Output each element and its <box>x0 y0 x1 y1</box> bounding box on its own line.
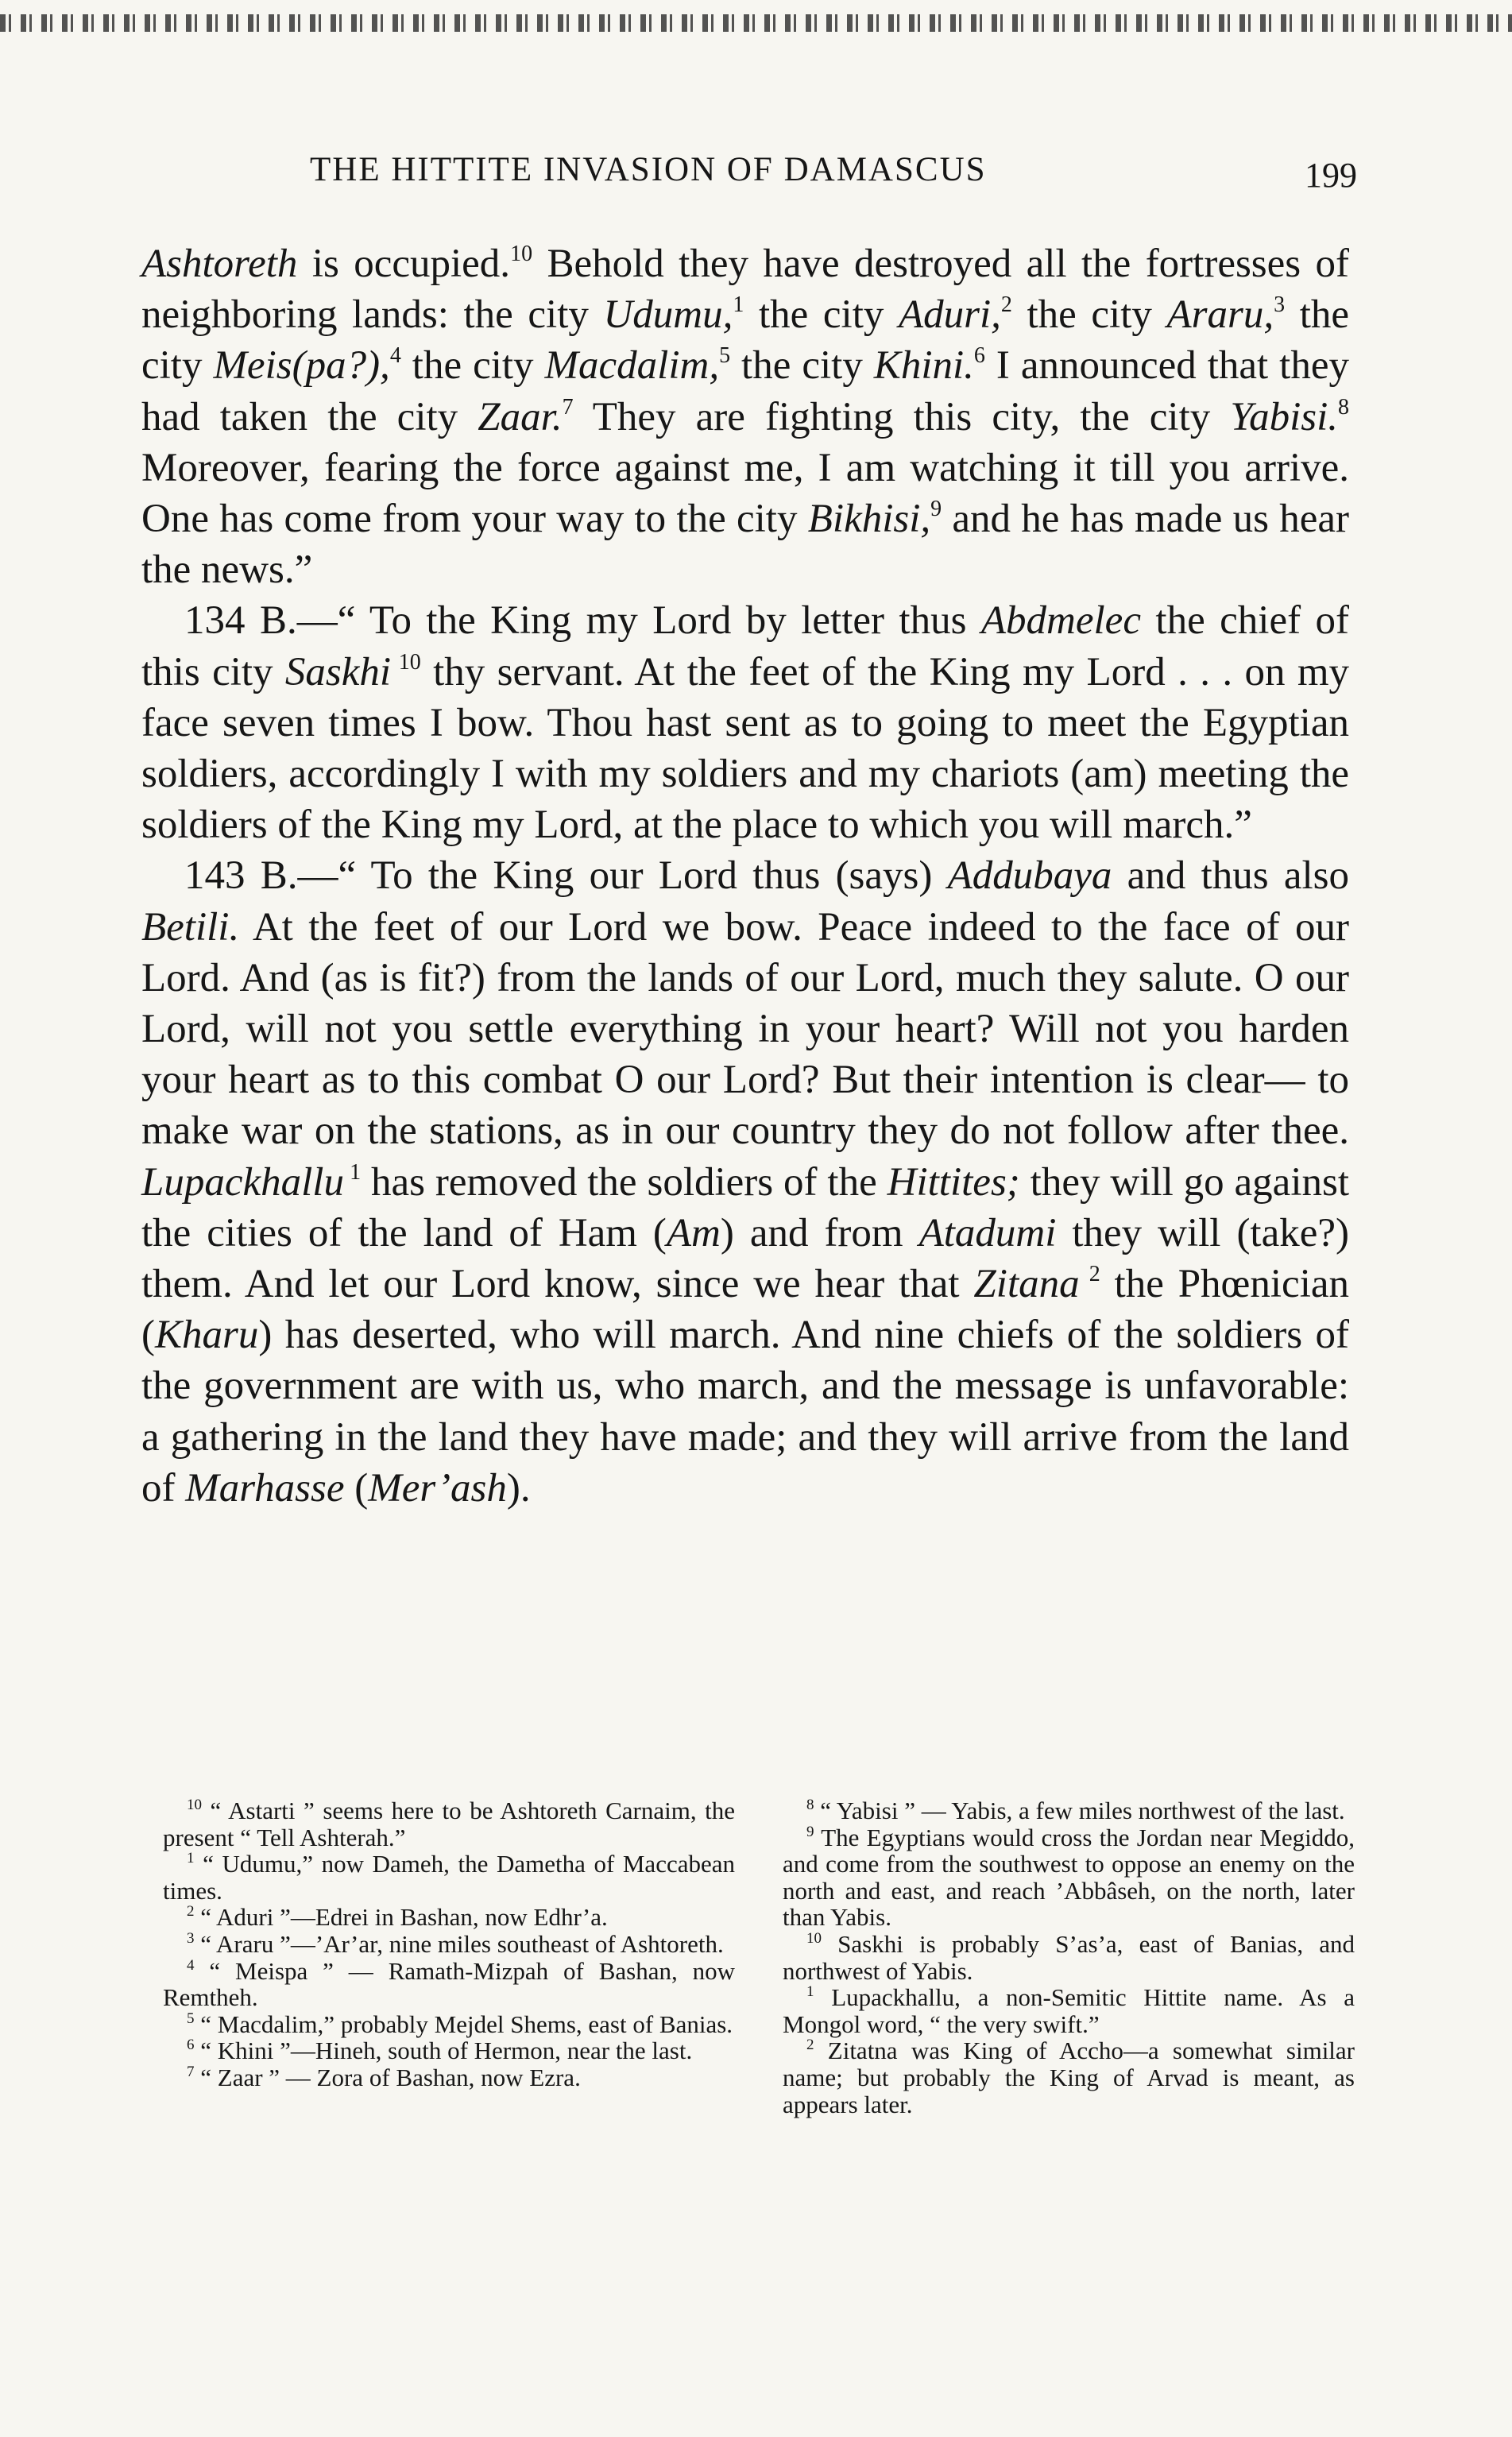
footnote-number: 7 <box>187 2063 195 2080</box>
text-run: ) has deserted, who will march. And nine chiefs of the soldiers of the government are with us, who march, and the message is unfavorable: a gathering in the land they have made; and they will arrive from the land of <box>141 1313 1349 1511</box>
text-run: they will go against the cities of the land of Ham ( <box>141 1159 1349 1255</box>
footnote-text: Lupackhallu, a non-Semitic Hittite name. As a Mongol word, “ the very swift.” <box>783 1983 1355 2038</box>
text-run: Behold they have destroyed all the fortresses of neighboring lands: the city <box>141 242 1349 338</box>
text-run: ( <box>344 1465 369 1511</box>
text-run: the city <box>1011 292 1167 338</box>
footnote-ref: 6 <box>973 343 985 369</box>
footnote-number: 6 <box>187 2037 195 2054</box>
footnote-ref: 7 <box>562 394 574 420</box>
footnote-number: 2 <box>806 2037 814 2054</box>
footnote <box>783 1931 1355 1984</box>
italic-term: Zaar. <box>478 394 563 439</box>
footnote-text: “ Yabisi ” — Yabis, a few miles northwest of the last. <box>814 1797 1345 1824</box>
italic-term: Ashtoreth <box>141 242 298 286</box>
italic-term: Kharu <box>154 1313 259 1358</box>
footnote-text: Zitatna was King of Accho—a somewhat similar name; but probably the King of Arvad is meant, as appears later. <box>783 2037 1355 2118</box>
footnote-text: “ Udumu,” now Dameh, the Dametha of Maccabean times. <box>163 1850 735 1905</box>
footnotes-left-column <box>163 1797 735 2091</box>
paragraph <box>141 850 1349 1514</box>
italic-term: Betili. <box>141 904 240 950</box>
text-run: and thus also <box>1112 853 1349 899</box>
italic-term: Araru, <box>1166 292 1274 338</box>
footnote-ref: 1 <box>733 292 744 318</box>
footnote-ref: 3 <box>1274 292 1286 318</box>
text-run: the city <box>744 292 899 338</box>
paragraph <box>141 238 1349 595</box>
italic-term: Mer’ash <box>368 1465 507 1511</box>
footnote <box>163 1904 735 1931</box>
footnote-ref: 8 <box>1338 394 1350 420</box>
footnote-number: 10 <box>187 1797 202 1813</box>
body-text <box>141 238 1349 1514</box>
footnote-number: 2 <box>187 1903 195 1921</box>
footnote-number: 1 <box>187 1850 195 1867</box>
footnote-ref: 2 <box>1000 292 1012 318</box>
footnote-text: “ Astarti ” seems here to be Ashtoreth Carnaim, the present “ Tell Ashterah.” <box>163 1797 735 1851</box>
italic-term: Am <box>666 1210 721 1255</box>
text-run: They are fighting this city, the city <box>573 394 1231 439</box>
footnote-text: “ Macdalim,” probably Mejdel Shems, east of Banias. <box>194 2010 733 2038</box>
footnote-text: “ Zaar ” — Zora of Bashan, now Ezra. <box>194 2063 581 2091</box>
italic-term: Yabisi. <box>1230 394 1339 439</box>
footnote-ref: 1 <box>343 1159 362 1185</box>
italic-term: Lupackhallu <box>141 1159 344 1205</box>
italic-term: Abdmelec <box>980 598 1141 644</box>
footnote-ref: 10 <box>391 649 421 675</box>
footnote <box>783 1797 1355 1824</box>
footnote-text: The Egyptians would cross the Jordan near Megiddo, and come from the southwest to oppose an enemy on the north and east, and reach ’Abbâseh, on the north, later than Yabis. <box>783 1823 1355 1932</box>
footnote-ref: 2 <box>1079 1262 1100 1287</box>
text-run: the chief of this city <box>141 598 1349 694</box>
footnote-number: 3 <box>187 1929 195 1947</box>
text-run: I announced that they had taken the city <box>141 343 1349 439</box>
footnote-number: 10 <box>806 1929 822 1947</box>
page-number: 199 <box>1305 156 1357 195</box>
text-run: the city <box>400 343 545 389</box>
footnote-number: 8 <box>806 1797 814 1813</box>
footnote-ref: 5 <box>719 343 731 369</box>
footnote-text: Saskhi is probably S’as’a, east of Banias, and northwest of Yabis. <box>783 1929 1355 1985</box>
text-run: thy servant. At the feet of the King my Lord . . . on my face seven times I bow. Thou hast sent as to going to meet the Egyptian soldiers, accordingly I with my soldiers and my chariots (am) meeting the soldiers of the King my Lord, at the place to which you will march.” <box>141 649 1350 848</box>
running-title: THE HITTITE INVASION OF DAMASCUS <box>310 151 987 188</box>
text-run: ). <box>506 1465 531 1511</box>
footnote <box>163 2037 735 2064</box>
footnote <box>163 2011 735 2038</box>
text-run: has removed the soldiers of the <box>361 1159 887 1205</box>
footnote-text: “ Khini ”—Hineh, south of Hermon, near the last. <box>194 2037 693 2065</box>
text-run: and he has made us hear the news.” <box>141 497 1349 593</box>
footnote-number: 1 <box>806 1983 814 2001</box>
footnote <box>163 2064 735 2091</box>
scan-edge-artifact <box>0 14 1512 32</box>
footnote <box>783 1984 1355 2037</box>
paragraph <box>141 595 1349 850</box>
footnote-ref: 9 <box>930 497 942 522</box>
italic-term: Hittites; <box>887 1159 1020 1205</box>
footnote-number: 4 <box>187 1956 195 1974</box>
footnote <box>783 2037 1355 2118</box>
text-run: the Phœnician ( <box>141 1262 1349 1358</box>
italic-term: Macdalim, <box>544 343 720 389</box>
footnote-text: “ Araru ”—’Ar’ar, nine miles southeast of Ashtoreth. <box>194 1929 724 1958</box>
text-run: 143 B.—“ To the King our Lord thus (says) <box>184 853 948 899</box>
italic-term: Udumu, <box>603 292 733 338</box>
text-run: the city <box>730 343 874 389</box>
footnote <box>783 1824 1355 1931</box>
footnote-text: “ Aduri ”—Edrei in Bashan, now Edhr’a. <box>194 1903 608 1932</box>
footnote <box>163 1851 735 1904</box>
text-run: Moreover, fearing the force against me, I am watching it till you arrive. One has come from your way to the city <box>141 445 1349 542</box>
footnote-ref: 4 <box>389 343 401 369</box>
footnote-number: 5 <box>187 2010 195 2027</box>
italic-term: Meis(pa?), <box>213 343 390 389</box>
footnote-text: “ Meispa ” — Ramath-Mizpah of Bashan, now Remtheh. <box>163 1956 735 2012</box>
footnote-number: 9 <box>806 1823 814 1840</box>
italic-term: Atadumi <box>918 1210 1057 1255</box>
text-run: the city <box>141 292 1350 389</box>
italic-term: Marhasse <box>185 1465 345 1511</box>
italic-term: Khini. <box>873 343 974 389</box>
italic-term: Addubaya <box>947 853 1112 899</box>
text-run: is occupied. <box>297 242 511 286</box>
text-run: ) and from <box>720 1210 919 1255</box>
running-head <box>141 147 1357 195</box>
footnotes-right-column <box>783 1797 1355 2118</box>
footnote-ref: 10 <box>510 242 533 266</box>
text-run: they will (take?) them. And let our Lord know, since we hear that <box>141 1210 1349 1307</box>
text-run: 134 B.—“ To the King my Lord by letter thus <box>184 598 981 644</box>
footnote <box>163 1797 735 1851</box>
italic-term: Bikhisi, <box>807 497 931 542</box>
italic-term: Aduri, <box>898 292 1001 338</box>
footnote <box>163 1931 735 1958</box>
text-run: At the feet of our Lord we bow. Peace indeed to the face of our Lord. And (as is fit?) from the lands of our Lord, much they salute. O our Lord, will not you settle everything in your heart? Will not you harden your heart as to this combat O our Lord? But their intention is clear— to make war on the stations, as in our country they do not follow after thee. <box>141 904 1349 1154</box>
italic-term: Zitana <box>973 1262 1080 1307</box>
italic-term: Saskhi <box>284 649 392 694</box>
footnote <box>163 1958 735 2011</box>
